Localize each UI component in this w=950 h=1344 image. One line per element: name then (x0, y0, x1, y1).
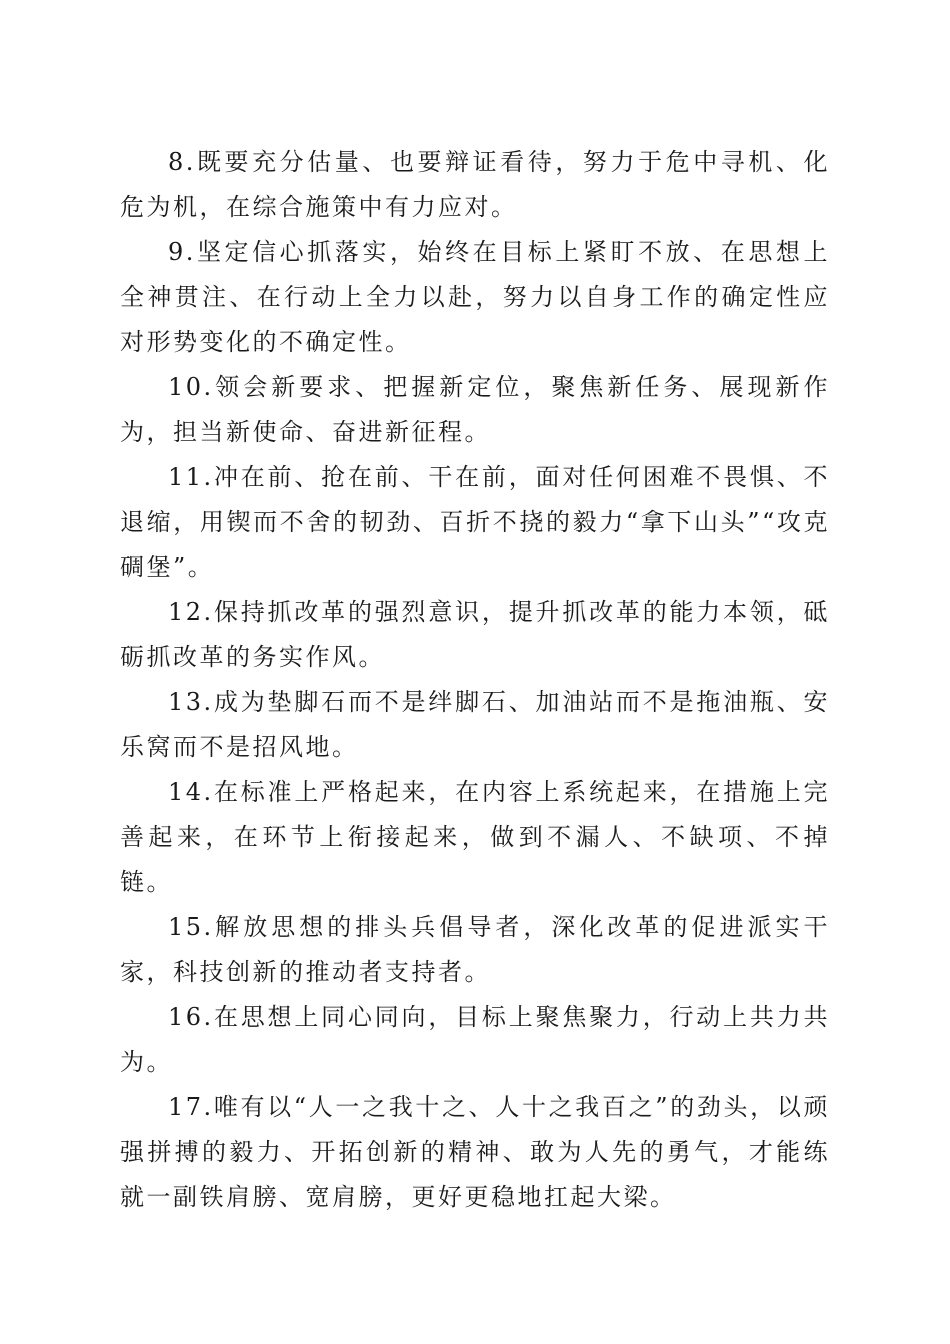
paragraph-14: 14.在标准上严格起来，在内容上系统起来，在措施上完善起来，在环节上衔接起来，做到不漏人、不缺项、不掉链。 (120, 778, 830, 896)
paragraph-13: 13.成为垫脚石而不是绊脚石、加油站而不是拖油瓶、安乐窝而不是招风地。 (120, 688, 830, 761)
paragraph-8: 8.既要充分估量、也要辩证看待，努力于危中寻机、化危为机，在综合施策中有力应对。 (120, 148, 830, 221)
paragraph-12: 12.保持抓改革的强烈意识，提升抓改革的能力本领，砥砺抓改革的务实作风。 (120, 598, 830, 671)
paragraph-9: 9.坚定信心抓落实，始终在目标上紧盯不放、在思想上全神贯注、在行动上全力以赴，努力以自身工作的确定性应对形势变化的不确定性。 (120, 238, 830, 356)
paragraph-10: 10.领会新要求、把握新定位，聚焦新任务、展现新作为，担当新使命、奋进新征程。 (120, 373, 830, 446)
paragraph-15: 15.解放思想的排头兵倡导者，深化改革的促进派实干家，科技创新的推动者支持者。 (120, 913, 830, 986)
paragraph-17: 17.唯有以“人一之我十之、人十之我百之”的劲头，以顽强拼搏的毅力、开拓创新的精神、敢为人先的勇气，才能练就一副铁肩膀、宽肩膀，更好更稳地扛起大梁。 (120, 1093, 830, 1211)
document-body (120, 140, 830, 1220)
paragraph-11: 11.冲在前、抢在前、干在前，面对任何困难不畏惧、不退缩，用锲而不舍的韧劲、百折不挠的毅力“拿下山头”“攻克碉堡”。 (120, 463, 830, 581)
paragraph-16: 16.在思想上同心同向，目标上聚焦聚力，行动上共力共为。 (120, 1003, 830, 1076)
